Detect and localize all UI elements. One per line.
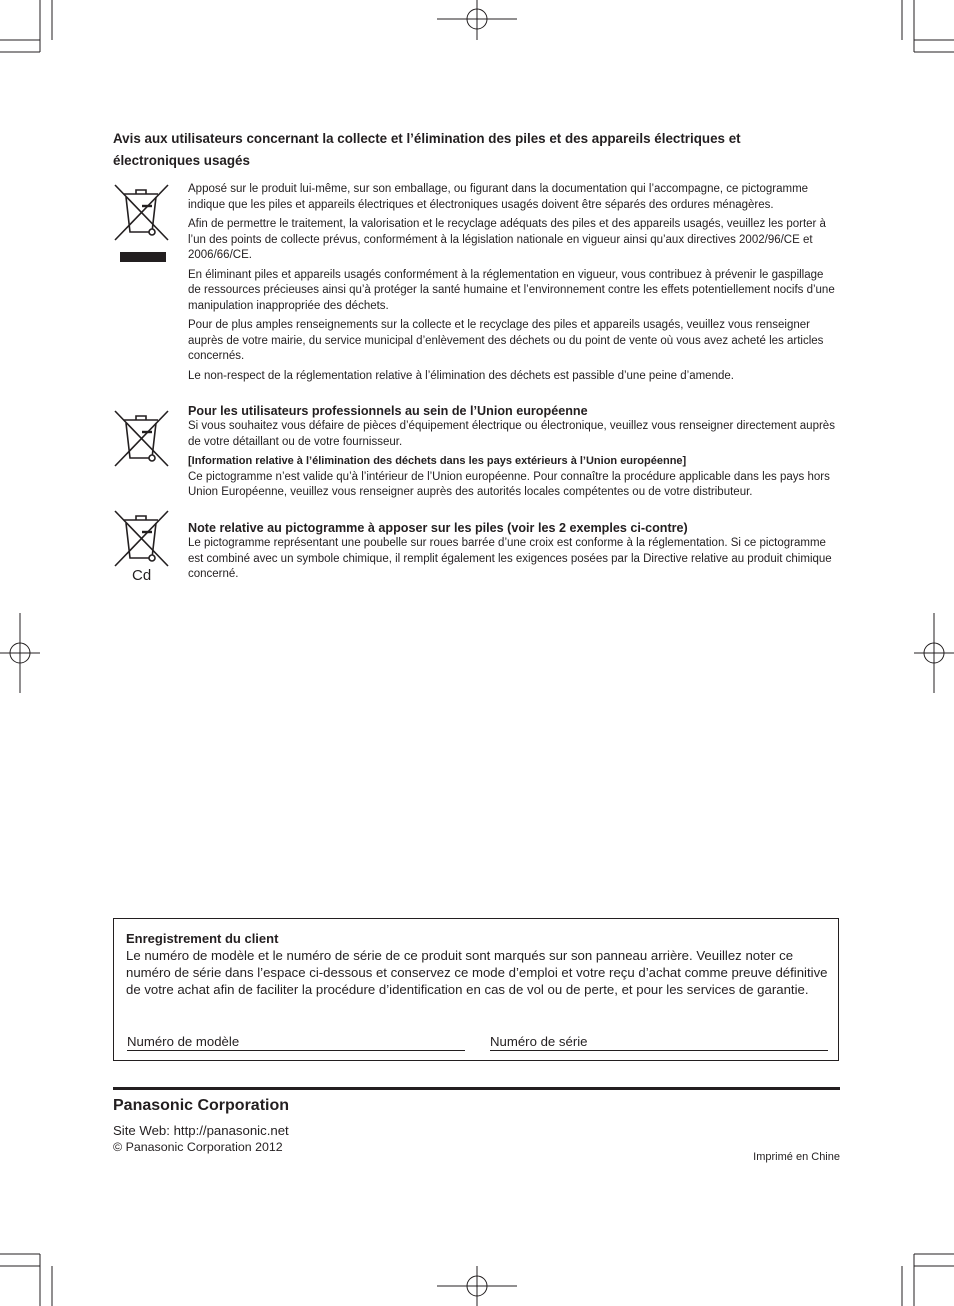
crossed-wheelie-bin-icon	[112, 182, 172, 264]
crop-mark-icon	[902, 1254, 954, 1306]
crossed-wheelie-bin-icon	[112, 408, 172, 472]
notice-paragraph: Apposé sur le produit lui-même, sur son emballage, ou figurant dans la documentation qui l’accompagne, ce pictogramme indique que les piles et appareils électriques et électroniques usagés doivent être séparés des ordures ménagères.	[188, 183, 809, 211]
notice-paragraph: Le non-respect de la réglementation relative à l’élimination des déchets est passible d’une peine d’amende.	[188, 369, 734, 382]
notice-paragraph: Afin de permettre le traitement, la valorisation et le recyclage adéquats des piles et des appareils usagés, veuillez les porter à l’un des points de collecte prévus, conformément à la législation nationale en vigueur ainsi qu’aux directives 2002/96/CE et 2006/66/CE.	[188, 218, 826, 261]
notice-paragraph: Pour de plus amples renseignements sur la collecte et le recyclage des piles et appareils usagés, veuillez vous renseigner auprès de votre mairie, du service municipal d’enlèvement des déchets ou du point de vente où vous avez acheté les articles concernés.	[188, 319, 824, 362]
chemical-symbol: Cd	[132, 567, 152, 584]
pro-title: Pour les utilisateurs professionnels au sein de l’Union européenne	[188, 404, 588, 418]
registration-mark-icon	[437, 1266, 517, 1306]
notice-paragraphs	[188, 182, 836, 384]
battery-title: Note relative au pictogramme à apposer sur les piles (voir les 2 exemples ci-contre)	[188, 521, 688, 535]
model-number-label: Numéro de modèle	[127, 1034, 240, 1049]
registration-title: Enregistrement du client	[126, 931, 279, 946]
customer-registration-box	[113, 918, 839, 1061]
crop-mark-icon	[902, 0, 954, 52]
registration-mark-icon	[0, 613, 40, 693]
registration-mark-icon	[437, 0, 517, 40]
registration-body: Le numéro de modèle et le numéro de série de ce produit sont marqués sur son panneau arrière. Veuillez noter ce numéro de série dans l’espace ci-dessous et conservez ce mode d’emploi et votre reçu d’achat comme preuve définitive de votre achat afin de faciliter la procédure d’identification en cas de vol ou de perte, et pour les services de garantie.	[126, 948, 828, 997]
crop-mark-icon	[0, 0, 52, 52]
footer-divider	[113, 1087, 840, 1090]
notice-paragraph: En éliminant piles et appareils usagés conformément à la réglementation en vigueur, vous contribuez à prévenir le gaspillage de ressources précieuses ainsi qu’à protéger la santé humaine et l’environnement contre les effets potentiellement nocifs d’une manipulation inappropriée des déchets.	[188, 268, 835, 312]
battery-section	[188, 520, 836, 583]
outside-eu-title: [Information relative à l’élimination des déchets dans les pays extérieurs à l’Union européenne]	[188, 455, 687, 467]
website: Site Web: http://panasonic.net	[113, 1123, 289, 1138]
registration-mark-icon	[914, 613, 954, 693]
model-number-field[interactable]	[127, 1033, 465, 1051]
company-name: Panasonic Corporation	[113, 1097, 290, 1114]
professional-section	[188, 403, 836, 501]
copyright: © Panasonic Corporation 2012	[113, 1140, 283, 1154]
crop-mark-icon	[0, 1254, 52, 1306]
printed-in: Imprimé en Chine	[753, 1151, 840, 1163]
notice-title: Avis aux utilisateurs concernant la collecte et l’élimination des piles et des appareils électriques et électroniques usagés	[113, 131, 741, 168]
outside-eu-text: Ce pictogramme n’est valide qu’à l’intérieur de l’Union européenne. Pour connaître la procédure applicable dans les pays hors Union Européenne, veuillez vous renseigner auprès des autorités locales compétentes ou de votre distributeur.	[188, 470, 830, 498]
battery-text: Le pictogramme représentant une poubelle sur roues barrée d’une croix est conforme à la réglementation. Si ce pictogramme est combiné avec un symbole chimique, il remplit également les exigences posées par la Directive relative au produit chimique concerné.	[188, 537, 832, 580]
serial-number-field[interactable]	[490, 1033, 828, 1051]
serial-number-label: Numéro de série	[490, 1034, 588, 1049]
pro-text: Si vous souhaitez vous défaire de pièces d’équipement électrique ou électronique, veuillez vous renseigner directement auprès de votre détaillant ou de votre fournisseur.	[188, 420, 835, 448]
